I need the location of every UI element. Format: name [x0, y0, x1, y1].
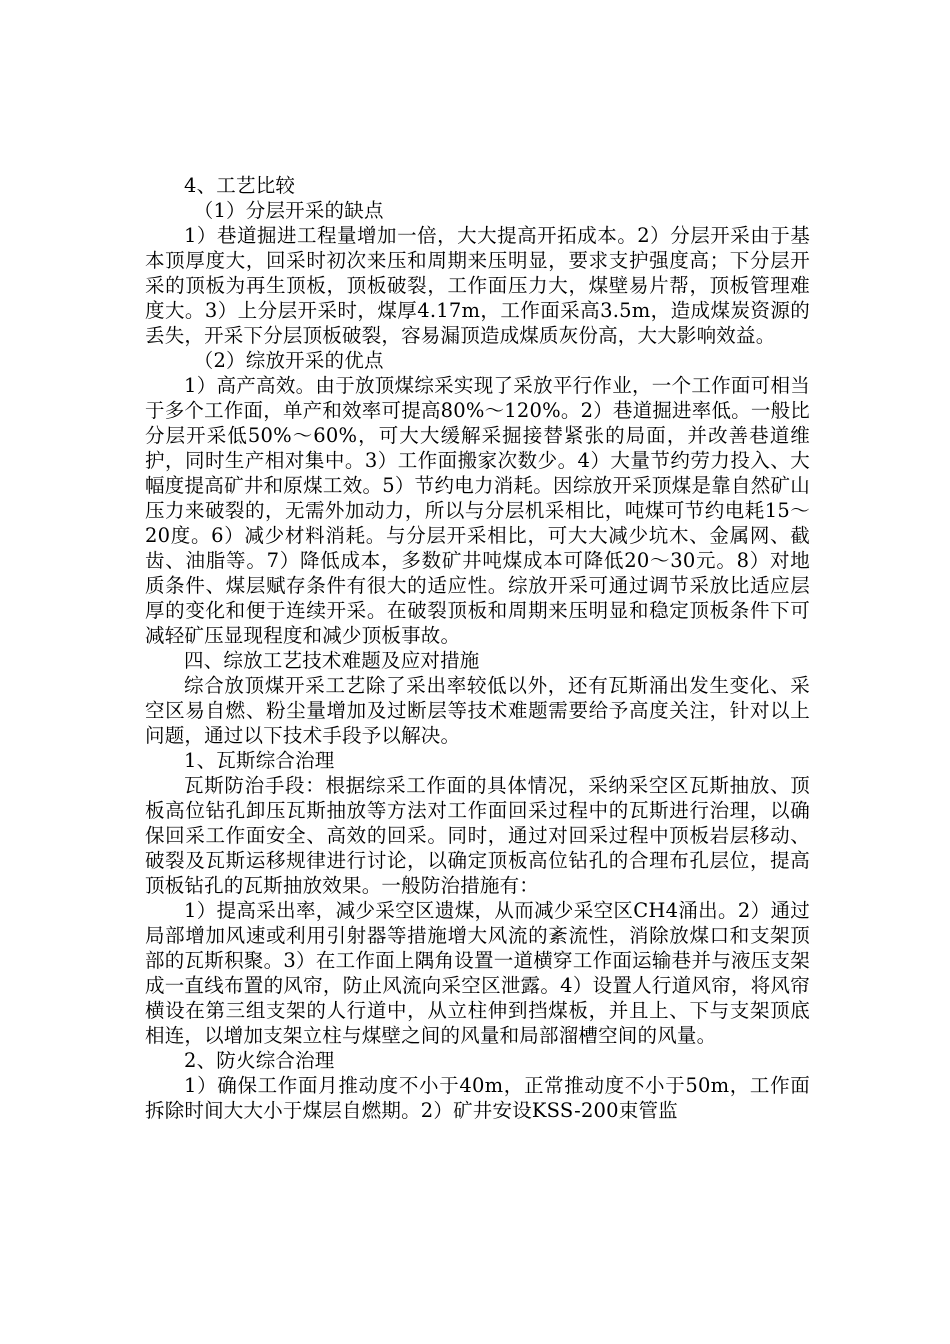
section-heading-process-comparison: 4、工艺比较 — [184, 174, 296, 197]
paragraph-caving-mining-advantages: 1）高产高效。由于放顶煤综采实现了采放平行作业，一个工作面可相当于多个工作面，单产和效率可提高80%～120%。2）巷道掘进率低。一般比分层开采低50%～60%，可大大缓解采掘接替紧张的局面，并改善巷道维护，同时生产相对集中。3）工作面搬家次数少。4）大量节约劳力投入、大幅度提高矿井和原煤工效。5）节约电力消耗。因综放开采顶煤是靠自然矿山压力来破裂的，无需外加动力，所以与分层机采相比，吨煤可节约电耗15～20度。6）减少材料消耗。与分层开采相比，可大大减少坑木、金属网、截齿、油脂等。7）降低成本，多数矿井吨煤成本可降低20～30元。8）对地质条件、煤层赋存条件有很大的适应性。综放开采可通过调节采放比适应层厚的变化和便于连续开采。在破裂顶板和周期来压明显和稳定顶板条件下可减轻矿压显现程度和减少顶板事故。 — [145, 374, 810, 647]
section-heading-technical-challenges: 四、综放工艺技术难题及应对措施 — [184, 649, 480, 672]
paragraph-gas-control-methods: 瓦斯防治手段：根据综采工作面的具体情况，采纳采空区瓦斯抽放、顶板高位钻孔卸压瓦斯抽放等方法对工作面回采过程中的瓦斯进行治理，以确保回采工作面安全、高效的回采。同时，通过对回采过程中顶板岩层移动、破裂及瓦斯运移规律进行讨论，以确定顶板高位钻孔的合理布孔层位，提高顶板钻孔的瓦斯抽放效果。一般防治措施有： — [145, 774, 810, 897]
document-page — [145, 173, 810, 1123]
paragraph-gas-control-measures: 1）提高采出率，减少采空区遗煤，从而减少采空区CH4涌出。2）通过局部增加风速或利用引射器等措施增大风流的紊流性，消除放煤口和支架顶部的瓦斯积聚。3）在工作面上隅角设置一道横穿工作面运输巷并与液压支架成一直线布置的风帘，防止风流向采空区泄露。4）设置人行道风帘，将风帘横设在第三组支架的人行道中，从立柱伸到挡煤板，并且上、下与支架顶底相连，以增加支架立柱与煤壁之间的风量和局部溜槽空间的风量。 — [145, 899, 810, 1047]
paragraph-challenges-intro: 综合放顶煤开采工艺除了采出率较低以外，还有瓦斯涌出发生变化、采空区易自燃、粉尘量增加及过断层等技术难题需要给予高度关注，针对以上问题，通过以下技术手段予以解决。 — [145, 674, 810, 747]
paragraph-fire-prevention-measures: 1）确保工作面月推动度不小于40m，正常推动度不小于50m，工作面拆除时间大大小于煤层自燃期。2）矿井安设KSS-200束管监 — [145, 1074, 810, 1122]
subheading-layered-mining-disadvantages: （1）分层开采的缺点 — [193, 199, 384, 222]
paragraph-layered-mining-disadvantages: 1）巷道掘进工程量增加一倍，大大提高开拓成本。2）分层开采由于基本顶厚度大，回采时初次来压和周期来压明显，要求支护强度高；下分层开采的顶板为再生顶板，顶板破裂，工作面压力大，煤壁易片帮，顶板管理难度大。3）上分层开采时，煤厚4.17m，工作面采高3.5m，造成煤炭资源的丢失，开采下分层顶板破裂，容易漏顶造成煤质灰份高，大大影响效益。 — [145, 224, 810, 347]
subheading-caving-mining-advantages: （2）综放开采的优点 — [193, 349, 384, 372]
subheading-fire-prevention: 2、防火综合治理 — [184, 1049, 335, 1072]
subheading-gas-control: 1、瓦斯综合治理 — [184, 749, 335, 772]
